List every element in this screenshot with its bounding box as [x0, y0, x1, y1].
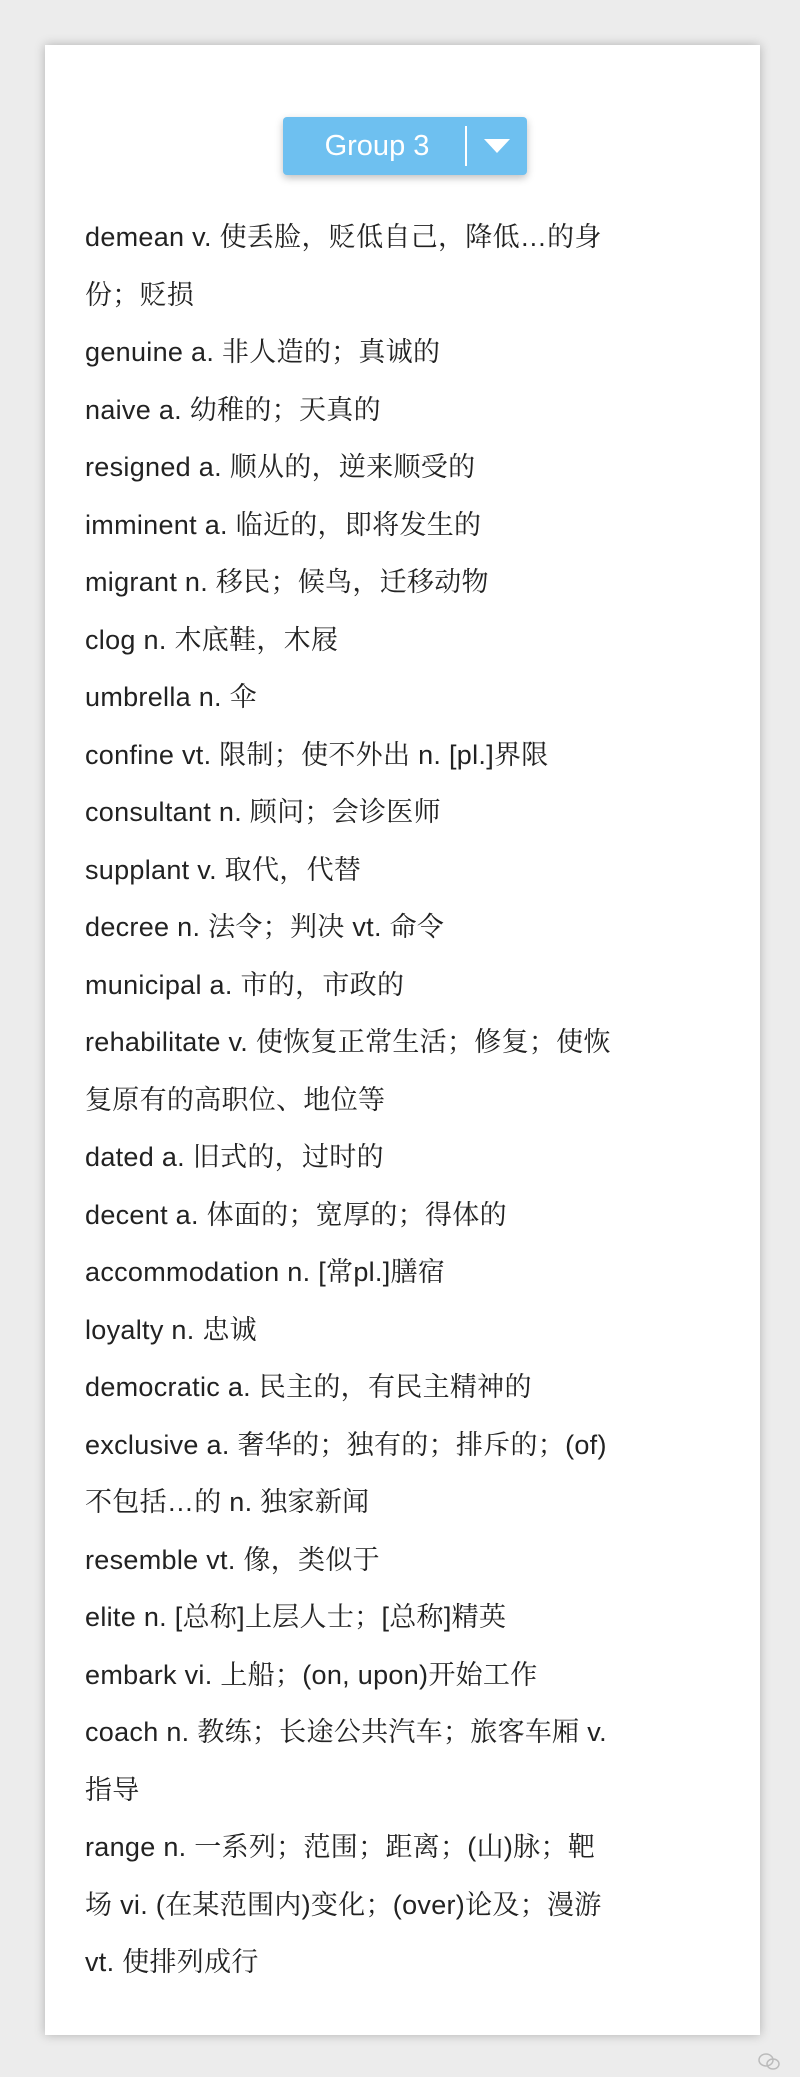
word-entry-line: vt. 使排列成行 [85, 1947, 259, 1977]
word-entry-line: coach n. 教练；长途公共汽车；旅客车厢 v. [85, 1717, 607, 1747]
word-entry-line: embark vi. 上船；(on, upon)开始工作 [85, 1659, 538, 1690]
word-entry-line: elite n. [总称]上层人士；[总称]精英 [85, 1602, 507, 1632]
word-entry-line: 指导 [85, 1774, 140, 1805]
word-entry-line: imminent a. 临近的，即将发生的 [85, 509, 482, 540]
word-entry-line: 复原有的高职位、地位等 [85, 1084, 386, 1115]
word-entry-line: umbrella n. 伞 [85, 682, 257, 712]
group-label: Group 3 [324, 130, 430, 162]
word-entry-line: demean v. 使丢脸，贬低自己，降低…的身 [85, 222, 602, 252]
word-entry-line: decree n. 法令；判决 vt. 命令 [85, 912, 445, 942]
word-entry-line: consultant n. 顾问；会诊医师 [85, 797, 441, 827]
word-entry-line: naive a. 幼稚的；天真的 [85, 394, 381, 425]
word-entry-line: decent a. 体面的；宽厚的；得体的 [85, 1199, 507, 1230]
word-entry-line: resemble vt. 像，类似于 [85, 1544, 380, 1575]
word-entry-line: resigned a. 顺从的，逆来顺受的 [85, 452, 476, 482]
word-entry-line: 场 vi. (在某范围内)变化；(over)论及；漫游 [85, 1889, 602, 1920]
word-entry-line: confine vt. 限制；使不外出 n. [pl.]界限 [85, 739, 549, 770]
word-entry-line: democratic a. 民主的，有民主精神的 [85, 1372, 532, 1402]
word-entry-line: genuine a. 非人造的；真诚的 [85, 337, 441, 367]
word-entry-line: migrant n. 移民；候鸟，迁移动物 [85, 567, 489, 597]
word-entry-line: supplant v. 取代，代替 [85, 854, 362, 885]
wechat-icon [758, 2053, 780, 2071]
word-entry-line: 不包括…的 n. 独家新闻 [85, 1487, 370, 1517]
word-entry-line: municipal a. 市的，市政的 [85, 969, 405, 1000]
word-entry-line: clog n. 木底鞋，木屐 [85, 624, 339, 655]
group-selector-button[interactable] [283, 117, 527, 175]
word-list [85, 209, 725, 1992]
word-entry-line: accommodation n. [常pl.]膳宿 [85, 1257, 446, 1287]
vocabulary-card [45, 45, 760, 2035]
word-entry-line: loyalty n. 忠诚 [85, 1314, 257, 1345]
word-entry-line: 份；贬损 [85, 279, 195, 310]
word-entry-line: rehabilitate v. 使恢复正常生活；修复；使恢 [85, 1027, 611, 1057]
chevron-down-icon[interactable] [467, 117, 527, 175]
word-entry-line: dated a. 旧式的，过时的 [85, 1142, 384, 1172]
word-entry-line: range n. 一系列；范围；距离；(山)脉；靶 [85, 1832, 596, 1862]
word-entry-line: exclusive a. 奢华的；独有的；排斥的；(of) [85, 1429, 607, 1460]
watermark [758, 2053, 780, 2071]
